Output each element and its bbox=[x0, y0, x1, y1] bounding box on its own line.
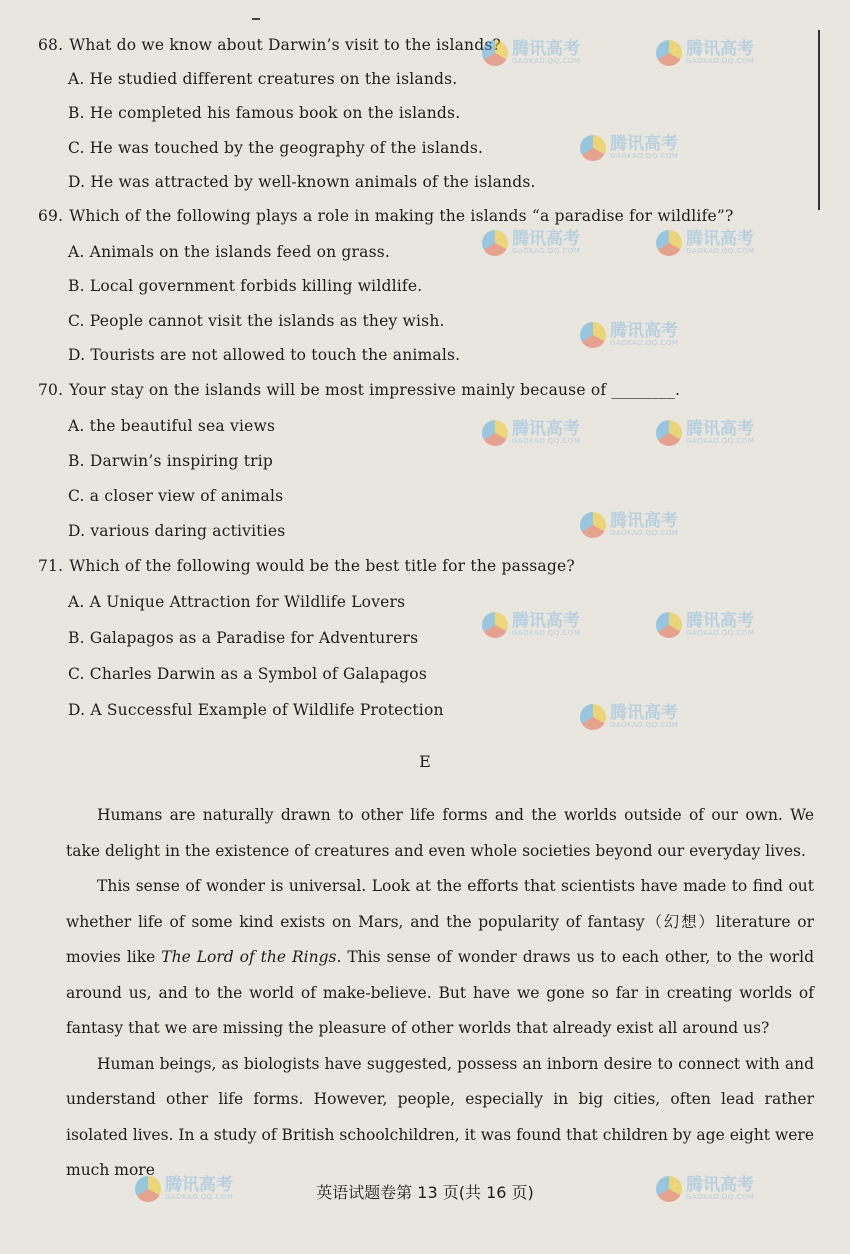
option-text: Charles Darwin as a Symbol of Galapagos bbox=[89, 665, 427, 683]
option-68-d bbox=[68, 173, 536, 191]
watermark-url: GAOKAO.QQ.COM bbox=[610, 529, 679, 537]
watermark-logo-icon bbox=[656, 40, 682, 66]
watermark-logo-icon bbox=[656, 420, 682, 446]
section-label: E bbox=[419, 752, 431, 771]
passage bbox=[66, 798, 814, 1189]
watermark-url: GAOKAO.QQ.COM bbox=[686, 247, 755, 255]
option-text: a closer view of animals bbox=[89, 487, 284, 505]
option-letter: C. bbox=[68, 665, 85, 683]
watermark-logo-icon bbox=[482, 420, 508, 446]
watermark-text: 腾讯高考 bbox=[512, 39, 580, 59]
watermark bbox=[580, 704, 678, 730]
option-69-a bbox=[68, 243, 390, 261]
option-text: A Unique Attraction for Wildlife Lovers bbox=[89, 593, 406, 611]
watermark bbox=[482, 230, 580, 256]
question-text: Your stay on the islands will be most impressive mainly because of ________. bbox=[69, 381, 681, 399]
option-68-a bbox=[68, 70, 457, 88]
option-letter: A. bbox=[68, 417, 85, 435]
question-69 bbox=[38, 207, 734, 225]
page-footer: 英语试题卷第 13 页(共 16 页) bbox=[316, 1183, 534, 1202]
option-letter: D. bbox=[68, 522, 86, 540]
watermark-text: 腾讯高考 bbox=[686, 611, 754, 631]
option-letter: C. bbox=[68, 312, 85, 330]
watermark-url: GAOKAO.QQ.COM bbox=[686, 57, 755, 65]
option-text: He was touched by the geography of the islands. bbox=[89, 139, 484, 157]
watermark-text: 腾讯高考 bbox=[512, 611, 580, 631]
watermark-url: GAOKAO.QQ.COM bbox=[165, 1193, 234, 1201]
watermark-url: GAOKAO.QQ.COM bbox=[512, 437, 581, 445]
option-text: He was attracted by well-known animals of the islands. bbox=[90, 173, 536, 191]
passage-paragraph-1: Humans are naturally drawn to other life forms and the worlds outside of our own. We take delight in the existence of creatures and even whole societies beyond our everyday lives. bbox=[66, 806, 814, 860]
watermark-url: GAOKAO.QQ.COM bbox=[686, 437, 755, 445]
passage-paragraph-2 bbox=[66, 869, 814, 1047]
watermark bbox=[482, 612, 580, 638]
watermark bbox=[656, 40, 754, 66]
option-letter: C. bbox=[68, 487, 85, 505]
question-number: 71. bbox=[38, 557, 64, 575]
watermark-logo-icon bbox=[580, 704, 606, 730]
watermark-logo-icon bbox=[580, 512, 606, 538]
option-letter: A. bbox=[68, 70, 85, 88]
option-70-d bbox=[68, 522, 285, 540]
watermark-url: GAOKAO.QQ.COM bbox=[686, 1193, 755, 1201]
option-text: A Successful Example of Wildlife Protection bbox=[90, 701, 444, 719]
watermark-text: 腾讯高考 bbox=[610, 703, 678, 723]
passage-paragraph-3: Human beings, as biologists have suggested, possess an inborn desire to connect with and understand other life forms. However, people, especially in big cities, often lead rather isolated lives. In a study of British schoolchildren, it was found that children by age eight were much more bbox=[66, 1054, 814, 1179]
option-letter: B. bbox=[68, 452, 85, 470]
option-70-c bbox=[68, 487, 283, 505]
watermark-url: GAOKAO.QQ.COM bbox=[686, 629, 755, 637]
option-text: Tourists are not allowed to touch the animals. bbox=[90, 346, 461, 364]
watermark bbox=[580, 135, 678, 161]
watermark-logo-icon bbox=[656, 612, 682, 638]
option-text: the beautiful sea views bbox=[89, 417, 276, 435]
watermark-logo-icon bbox=[580, 322, 606, 348]
watermark-text: 腾讯高考 bbox=[165, 1175, 233, 1195]
option-68-b bbox=[68, 104, 460, 122]
watermark-logo-icon bbox=[656, 230, 682, 256]
option-69-c bbox=[68, 312, 445, 330]
watermark-url: GAOKAO.QQ.COM bbox=[610, 152, 679, 160]
question-68 bbox=[38, 36, 501, 54]
watermark-text: 腾讯高考 bbox=[512, 419, 580, 439]
option-text: Animals on the islands feed on grass. bbox=[89, 243, 391, 261]
option-71-c bbox=[68, 665, 427, 683]
watermark bbox=[656, 230, 754, 256]
question-text: What do we know about Darwin’s visit to the islands? bbox=[69, 36, 502, 54]
option-letter: C. bbox=[68, 139, 85, 157]
option-letter: D. bbox=[68, 346, 86, 364]
option-letter: D. bbox=[68, 173, 86, 191]
watermark bbox=[580, 322, 678, 348]
option-text: Local government forbids killing wildlife. bbox=[89, 277, 423, 295]
option-69-d bbox=[68, 346, 460, 364]
option-70-b bbox=[68, 452, 273, 470]
watermark-url: GAOKAO.QQ.COM bbox=[610, 339, 679, 347]
option-letter: B. bbox=[68, 104, 85, 122]
question-text: Which of the following would be the best title for the passage? bbox=[69, 557, 575, 575]
paragraph-text: This sense of wonder is universal. Look at the efforts that scientists have made to find out whether life of some kind exists on Mars, and the popularity of fantasy（幻想）literature or movies like bbox=[66, 877, 814, 966]
option-70-a bbox=[68, 417, 275, 435]
watermark-logo-icon bbox=[482, 612, 508, 638]
watermark bbox=[656, 612, 754, 638]
option-letter: A. bbox=[68, 243, 85, 261]
watermark-text: 腾讯高考 bbox=[686, 229, 754, 249]
watermark bbox=[580, 512, 678, 538]
watermark bbox=[482, 420, 580, 446]
option-71-d bbox=[68, 701, 444, 719]
watermark-text: 腾讯高考 bbox=[610, 134, 678, 154]
option-text: He completed his famous book on the islands. bbox=[89, 104, 461, 122]
watermark-text: 腾讯高考 bbox=[686, 39, 754, 59]
scan-mark bbox=[252, 18, 260, 20]
option-letter: B. bbox=[68, 277, 85, 295]
question-70 bbox=[38, 381, 680, 399]
option-letter: B. bbox=[68, 629, 85, 647]
watermark bbox=[656, 420, 754, 446]
question-number: 70. bbox=[38, 381, 64, 399]
watermark-url: GAOKAO.QQ.COM bbox=[512, 629, 581, 637]
margin-rule bbox=[818, 30, 820, 210]
watermark-text: 腾讯高考 bbox=[686, 419, 754, 439]
watermark-url: GAOKAO.QQ.COM bbox=[512, 57, 581, 65]
option-text: Galapagos as a Paradise for Adventurers bbox=[89, 629, 419, 647]
option-letter: A. bbox=[68, 593, 85, 611]
option-68-c bbox=[68, 139, 483, 157]
question-text: Which of the following plays a role in making the islands “a paradise for wildlife”? bbox=[69, 207, 734, 225]
watermark-url: GAOKAO.QQ.COM bbox=[610, 721, 679, 729]
option-69-b bbox=[68, 277, 422, 295]
watermark-text: 腾讯高考 bbox=[512, 229, 580, 249]
option-letter: D. bbox=[68, 701, 86, 719]
book-title: The Lord of the Rings bbox=[161, 948, 337, 966]
question-71 bbox=[38, 557, 575, 575]
option-text: He studied different creatures on the islands. bbox=[89, 70, 458, 88]
paragraph-text: . This sense of wonder draws us to each other, to the world around us, and to the world of make-believe. But have we gone so far in creating worlds of fantasy that we are missing the pleasure of other worlds that already exist all around us? bbox=[66, 948, 814, 1037]
option-71-a bbox=[68, 593, 405, 611]
option-text: Darwin’s inspiring trip bbox=[89, 452, 274, 470]
option-71-b bbox=[68, 629, 418, 647]
watermark-url: GAOKAO.QQ.COM bbox=[512, 247, 581, 255]
watermark-text: 腾讯高考 bbox=[610, 321, 678, 341]
option-text: various daring activities bbox=[90, 522, 286, 540]
option-text: People cannot visit the islands as they wish. bbox=[89, 312, 445, 330]
watermark-text: 腾讯高考 bbox=[610, 511, 678, 531]
question-number: 69. bbox=[38, 207, 64, 225]
question-number: 68. bbox=[38, 36, 64, 54]
watermark-text: 腾讯高考 bbox=[686, 1175, 754, 1195]
watermark-logo-icon bbox=[580, 135, 606, 161]
watermark-logo-icon bbox=[482, 230, 508, 256]
